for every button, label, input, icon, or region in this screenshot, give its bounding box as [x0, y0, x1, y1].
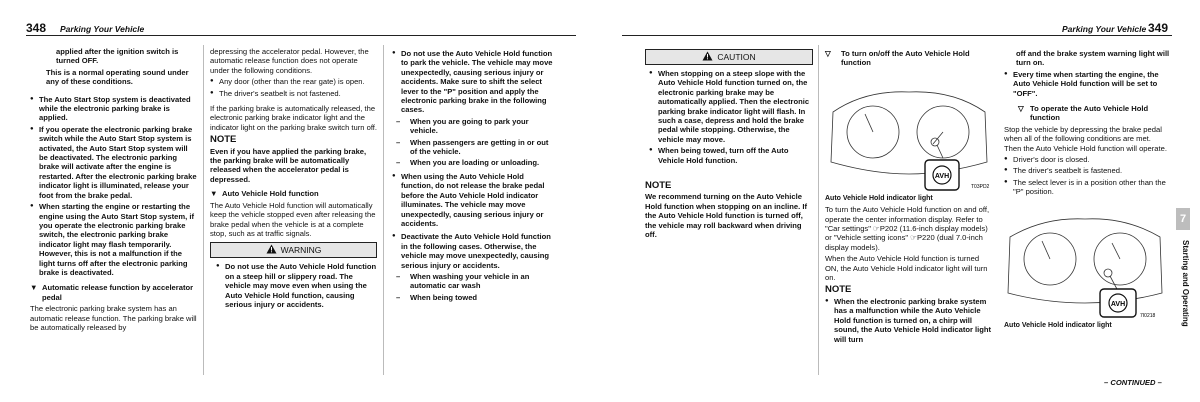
left-page-title: Parking Your Vehicle	[60, 24, 145, 34]
right-column-1	[645, 49, 813, 242]
figure-avh-1	[825, 70, 993, 192]
list-item: ● Do not use the Auto Vehicle Hold function on a steep hill or slippery road. The vehicle may move even when using the Auto Vehicle Hold function, causing serious injury or accidents.	[216, 262, 377, 309]
left-header-rule	[26, 35, 576, 36]
continued-text: applied after the ignition switch is turned OFF.	[56, 47, 179, 66]
dash-item: – When you are loading or unloading.	[396, 158, 554, 167]
column-divider	[818, 45, 819, 375]
figure-code: 7I0218	[1140, 312, 1156, 319]
paragraph: To turn the Auto Vehicle Hold function on and off, operate the center information display. Refer to "Car settings" ☞P202 (11.6-inch display models) or "Vehicle setting icons" ☞P220 (dual 7.0-inch display models).	[825, 205, 990, 252]
warning-banner	[210, 242, 377, 258]
list-item: ● Do not use the Auto Vehicle Hold function to park the vehicle. The vehicle may move unexpectedly, causing serious injury or accidents. Make sure to shift the select lever to the "P" position and apply the electronic parking brake in the following cases.	[392, 49, 554, 115]
note-text: Even if you have applied the parking brake, the parking brake will be automatically released when the accelerator pedal is depressed.	[210, 146, 367, 184]
paragraph: The Auto Vehicle Hold function will automatically keep the vehicle stopped even after releasing the brake pedal when the vehicle is at a complete stop, such as at traffic signals.	[210, 200, 376, 238]
avh-badge-text: AVH	[934, 172, 950, 180]
section-heading-onoff	[825, 49, 993, 68]
note-text: We recommend turning on the Auto Vehicle Hold function when stopping on an incline. If the Auto Vehicle Hold function is turned off, the vehicle may roll backward when driving off.	[645, 192, 807, 240]
right-page-number: 349	[1148, 21, 1169, 35]
warning-icon	[702, 51, 713, 61]
triangle-down-icon: ▼	[210, 189, 218, 199]
column-divider	[383, 45, 384, 375]
continued-text: off and the brake system warning light will turn on.	[1016, 49, 1170, 68]
paragraph: depressing the accelerator pedal. However, the automatic release function does not operate under the following conditions.	[210, 47, 369, 75]
triangle-outline-icon: ▽	[1018, 104, 1024, 114]
figure-code: T03PD2	[971, 183, 990, 190]
dash-item: – When washing your vehicle in an automatic car wash	[396, 272, 554, 291]
left-column-1	[30, 47, 198, 334]
column-divider	[203, 45, 204, 375]
chapter-tab-label: Starting and Operating	[1181, 240, 1190, 327]
warning-label: WARNING	[280, 245, 322, 256]
caution-banner	[645, 49, 813, 65]
caution-label: CAUTION	[717, 52, 756, 62]
note-heading: NOTE	[825, 284, 852, 296]
dash-item: – When passengers are getting in or out of the vehicle.	[396, 138, 554, 157]
figure-avh-2	[1004, 207, 1166, 319]
paragraph: The electronic parking brake system has an automatic release function. The parking brake will be automatically released by	[30, 304, 197, 332]
list-item: ● The Auto Start Stop system is deactivated while the electronic parking brake is applied.	[30, 95, 198, 123]
paragraph: When the Auto Vehicle Hold function is turned ON, the Auto Vehicle Hold indicator light will turn on.	[825, 254, 988, 283]
heading-text: Automatic release function by accelerator pedal	[42, 283, 194, 302]
left-page-number: 348	[26, 21, 47, 35]
note-heading: NOTE	[645, 180, 672, 192]
right-column-2	[825, 49, 993, 346]
list-item: ● When starting the engine or restarting the engine using the Auto Start Stop system, if you operate the electronic parking brake switch, the electronic parking brake indicator light may flash temporarily. However, this is not a malfunction if the light turns off after the electronic parking brake is deactivated.	[30, 202, 198, 277]
avh-badge-text: AVH	[1110, 300, 1126, 308]
instrument-cluster-illustration	[825, 70, 993, 192]
list-item: ● If you operate the electronic parking brake switch while the Auto Start Stop system is activated, the Auto Start Stop system will be deactivated. The electronic parking brake will activate after the engine is restarted. After the electronic parking brake indicator light is illuminated, release your foot from the brake pedal.	[30, 125, 198, 200]
list-item: ● Deactivate the Auto Vehicle Hold function in the following cases. Otherwise, the vehicle may move unexpectedly, causing serious injury or accidents.	[392, 232, 554, 270]
triangle-down-icon: ▼	[30, 283, 38, 293]
chapter-tab: 7	[1176, 208, 1190, 230]
normal-sound-text: This is a normal operating sound under any of these conditions.	[46, 67, 189, 87]
figure-caption: Auto Vehicle Hold indicator light	[825, 194, 933, 202]
left-column-3	[392, 49, 554, 304]
section-heading-release	[30, 283, 198, 302]
list-item: ● When being towed, turn off the Auto Vehicle Hold function.	[649, 146, 813, 165]
dash-item: – When you are going to park your vehicle.	[396, 117, 554, 136]
instrument-cluster-illustration	[1004, 207, 1166, 319]
heading-text: To operate the Auto Vehicle Hold function	[1030, 104, 1149, 123]
list-item: ● When stopping on a steep slope with the Auto Vehicle Hold function turned on, the electronic parking brake may be automatically applied. Then the electronic parking brake indicator light will flash. In such a case, depress and hold the brake pedal while stopping. Otherwise, the vehicle may move.	[649, 69, 813, 144]
warning-icon	[266, 244, 277, 254]
heading-text: To turn on/off the Auto Vehicle Hold function	[841, 49, 970, 68]
paragraph: If the parking brake is automatically released, the electronic parking brake indicator light and the indicator light on the parking brake switch turn off.	[210, 104, 378, 132]
list-item: ● The driver's seatbelt is not fastened.	[210, 89, 377, 98]
section-heading-operate	[1004, 104, 1170, 123]
heading-text: Auto Vehicle Hold function	[222, 189, 319, 199]
triangle-outline-icon: ▽	[825, 49, 831, 58]
list-item: ● The driver's seatbelt is fastened.	[1004, 166, 1170, 175]
note-heading: NOTE	[210, 134, 237, 146]
list-item: ● Any door (other than the rear gate) is open.	[210, 77, 377, 86]
list-item: ● The select lever is in a position other than the "P" position.	[1004, 178, 1170, 197]
figure-caption: Auto Vehicle Hold indicator light	[1004, 321, 1112, 329]
list-item: ● When the electronic parking brake system has a malfunction while the Auto Vehicle Hold function is turned on, a chirp will sound, the Auto Vehicle Hold indicator light will turn	[825, 297, 993, 344]
dash-item: – When being towed	[396, 293, 554, 302]
right-column-3	[1004, 49, 1170, 332]
right-page-title: Parking Your Vehicle	[1062, 24, 1147, 34]
paragraph: Stop the vehicle by depressing the brake pedal when all of the following conditions are met. Then the Auto Vehicle Hold function will operate.	[1004, 124, 1167, 153]
list-item: ● When using the Auto Vehicle Hold function, do not release the brake pedal before the Auto Vehicle Hold indicator illuminates. The vehicle may move unexpectedly, causing serious injury or accidents.	[392, 172, 554, 228]
section-heading-avh	[210, 189, 377, 198]
left-column-2	[210, 47, 377, 311]
list-item: ● Every time when starting the engine, the Auto Vehicle Hold function will be set to "OFF".	[1004, 70, 1170, 98]
list-item: ● Driver's door is closed.	[1004, 155, 1170, 164]
continued-label: – CONTINUED –	[1104, 378, 1162, 387]
right-header-rule	[622, 35, 1172, 36]
